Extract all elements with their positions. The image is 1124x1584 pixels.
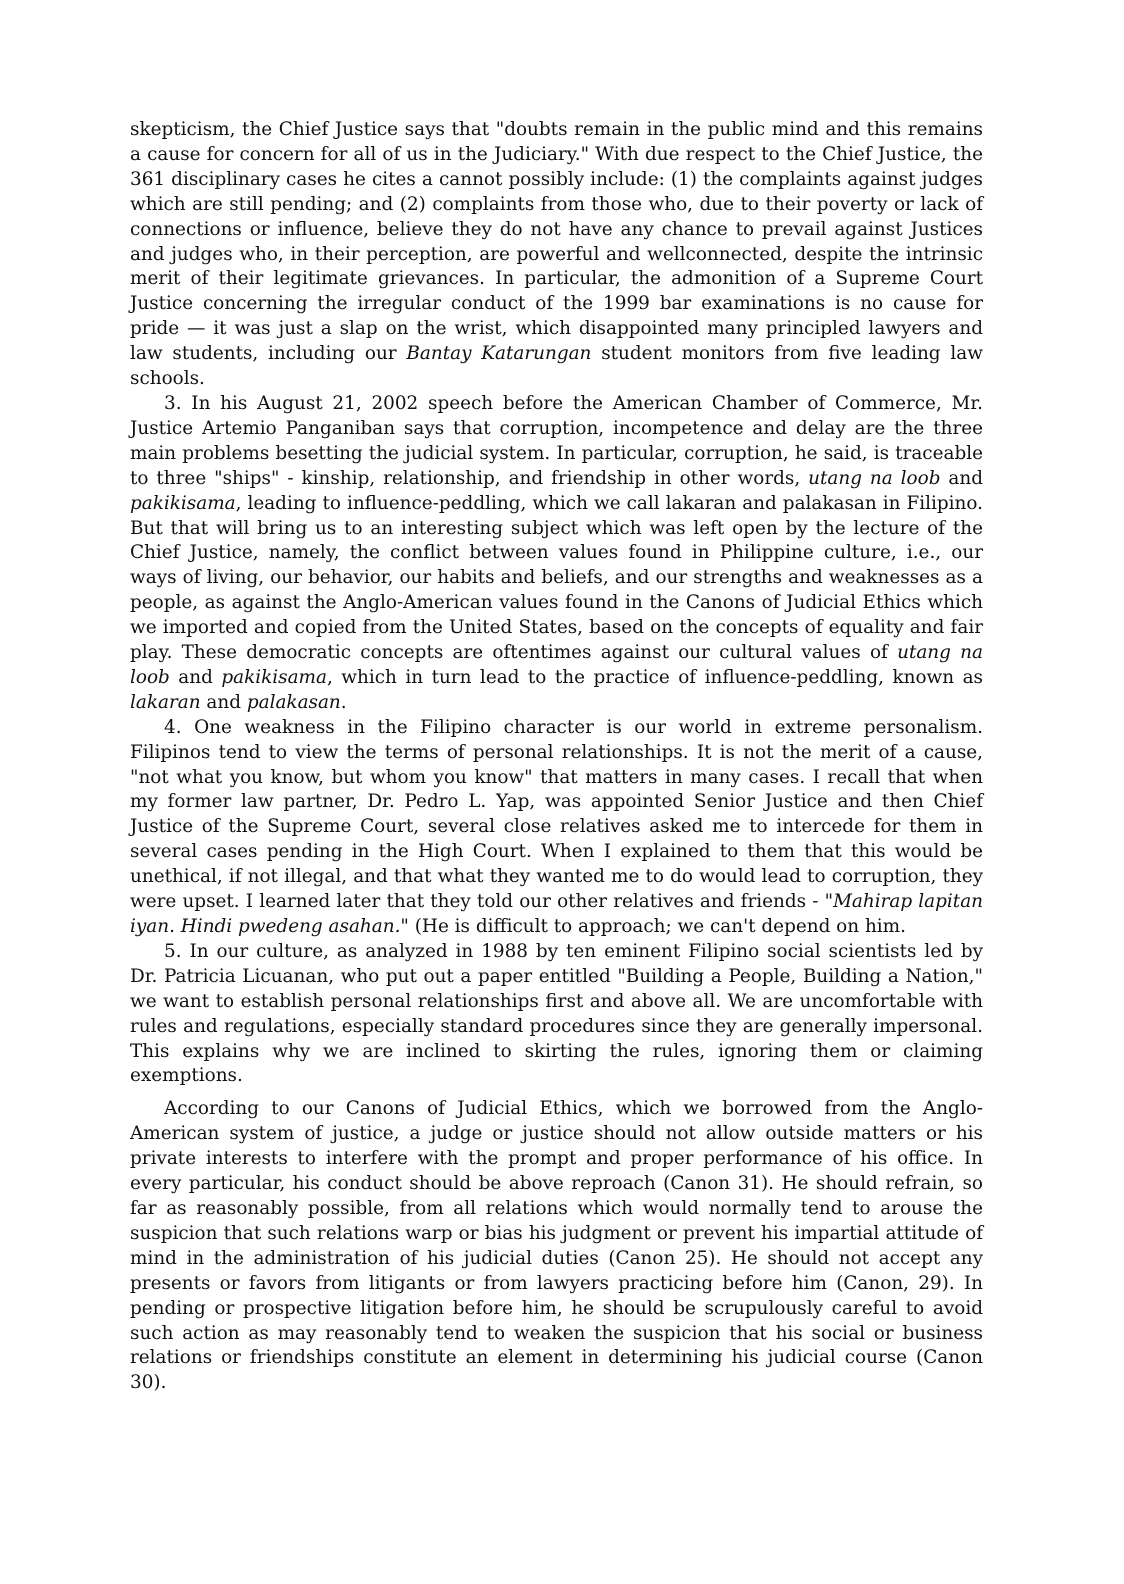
italic-run: "Mahirap lapitan iyan. Hindi pwedeng asahan."	[130, 891, 983, 937]
text-run: student monitors from five leading law schools.	[130, 343, 983, 390]
text-run: According to our Canons of Judicial Ethics, which we borrowed from the Anglo-American system of justice, a judge or justice should not allow outside matters or his private interests to interfere with the prompt and proper performance of his office. In every particular, his conduct should be above reproach (Canon 31). He should refrain, so far as reasonably possible, from all relations which would normally tend to arouse the suspicion that such relations warp or bias his judgment or prevent his impartial attitude of mind in the administration of his judicial duties (Canon 25). He should not accept any presents or favors from litigants or from lawyers practicing before him (Canon, 29). In pending or prospective litigation before him, he should be scrupulously careful to avoid such action as may reasonably tend to weaken the suspicion that his social or business relations or friendships constitute an element in determining his judicial course (Canon 30).	[130, 1098, 983, 1394]
text-run: 5. In our culture, as analyzed in 1988 by ten eminent Filipino social scientists led by Dr. Patricia Licuanan, who put out a paper entitled "Building a People, Building a Nation," we want to establish personal relationships first and above all. We are uncomfortable with rules and regulations, especially standard procedures since they are generally impersonal. This explains why we are inclined to skirting the rules, ignoring them or claiming exemptions.	[130, 940, 983, 1087]
paragraph-canons-of-judicial-ethics	[130, 1097, 983, 1396]
italic-run: utang na loob	[808, 467, 941, 489]
text-run: and	[940, 467, 983, 489]
text-run: skepticism, the Chief Justice says that "doubts remain in the public mind and this remains a cause for concern for all of us in the Judiciary." With due respect to the Chief Justice, the 361 disciplinary cases he cites a cannot possibly include: (1) the complaints against judges which are still pending; and (2) complaints from those who, due to their poverty or lack of connections or influence, believe they do not have any chance to prevail against Justices and judges who, in their perception, are powerful and wellconnected, despite the intrinsic merit of their legitimate grievances. In particular, the admonition of a Supreme Court Justice concerning the irregular conduct of the 1999 bar examinations is no cause for pride — it was just a slap on the wrist, which disappointed many principled lawyers and law students, including our	[130, 119, 983, 365]
paragraph-3-panganiban-speech	[130, 392, 983, 716]
text-run: , which in turn lead to the practice of influence-peddling, known as	[326, 666, 983, 688]
text-run: , leading to influence-peddling, which we call lakaran and palakasan in Filipino. But that will bring us to an interesting subject which was left open by the lecture of the Chief Justice, namely, the conflict between values found in Philippine culture, i.e., our ways of living, our behavior, our habits and beliefs, and our strengths and weaknesses as a people, as against the Anglo-American values found in the Canons of Judicial Ethics which we imported and copied from the United States, based on the concepts of equality and fair play. These democratic concepts are oftentimes against our cultural values of	[130, 492, 983, 664]
italic-run: Bantay Katarungan	[406, 343, 592, 365]
text-run: 3. In his August 21, 2002 speech before the American Chamber of Commerce, Mr. Justice Artemio Panganiban says that corruption, incompetence and delay are the three main problems besetting the judicial system. In particular, corruption, he said, is traceable to three "ships" - kinship, relationship, and friendship in other words,	[130, 392, 983, 489]
text-run: 4. One weakness in the Filipino character is our world in extreme personalism. Filipinos tend to view the terms of personal relationships. It is not the merit of a cause, "not what you know, but whom you know" that matters in many cases. I recall that when my former law partner, Dr. Pedro L. Yap, was appointed Senior Justice and then Chief Justice of the Supreme Court, several close relatives asked me to intercede for them in several cases pending in the High Court. When I explained to them that this would be unethical, if not illegal, and that what they wanted me to do would lead to corruption, they were upset. I learned later that they told our other relatives and friends -	[130, 716, 983, 913]
text-run: (He is difficult to approach; we can't depend on him.	[408, 916, 906, 937]
text-run: and	[169, 666, 222, 688]
text-run: .	[340, 691, 347, 713]
paragraph-5-culture	[130, 940, 983, 1089]
text-run: and	[200, 691, 247, 713]
italic-run: pakikisama	[130, 492, 236, 514]
italic-run: palakasan	[246, 691, 341, 713]
italic-run: pakikisama	[221, 666, 327, 688]
italic-run: lakaran	[130, 691, 201, 713]
paragraph-skepticism	[130, 118, 983, 392]
document-page	[130, 118, 983, 1396]
paragraph-4-personalism	[130, 716, 983, 940]
italic-run: utang na loob	[130, 642, 983, 688]
